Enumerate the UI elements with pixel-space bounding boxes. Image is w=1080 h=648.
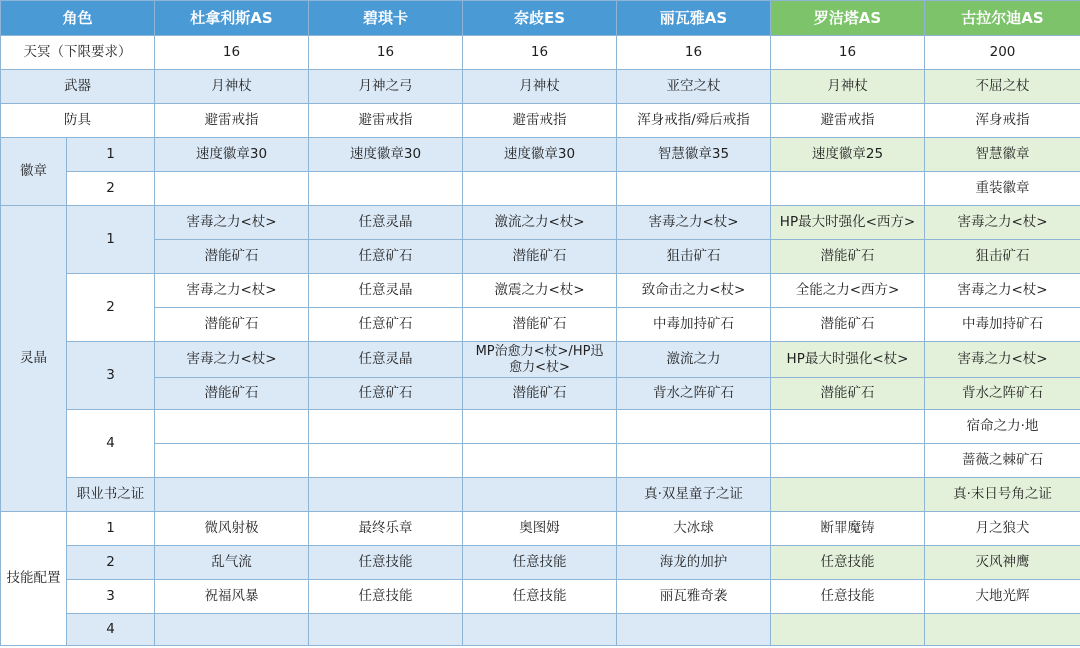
- cell: 害毒之力<杖>: [155, 206, 309, 240]
- cell: [925, 614, 1080, 646]
- cell: 背水之阵矿石: [925, 378, 1080, 410]
- cell: 潜能矿石: [771, 308, 925, 342]
- cell: 激流之力: [617, 342, 771, 378]
- cell: 大冰球: [617, 512, 771, 546]
- cell: 任意技能: [463, 580, 617, 614]
- cell: 背水之阵矿石: [617, 378, 771, 410]
- cell: 月之狼犬: [925, 512, 1080, 546]
- slot-number: 1: [67, 138, 155, 172]
- cell: 害毒之力<杖>: [925, 206, 1080, 240]
- cell: 中毒加持矿石: [617, 308, 771, 342]
- slot-number: 1: [67, 512, 155, 546]
- row-label: 职业书之证: [67, 478, 155, 512]
- cell: [771, 410, 925, 444]
- cell: [771, 444, 925, 478]
- cell: 任意技能: [771, 580, 925, 614]
- cell: [155, 478, 309, 512]
- cell: 任意矿石: [309, 378, 463, 410]
- cell: 智慧徽章35: [617, 138, 771, 172]
- crystal-row: [1, 240, 1080, 274]
- cell: 月神杖: [155, 70, 309, 104]
- row-label: 防具: [1, 104, 155, 138]
- cell: 重装徽章: [925, 172, 1080, 206]
- cell: 宿命之力·地: [925, 410, 1080, 444]
- cell: 避雷戒指: [463, 104, 617, 138]
- cell: 奥图姆: [463, 512, 617, 546]
- cell: 真·双星童子之证: [617, 478, 771, 512]
- cell: 最终乐章: [309, 512, 463, 546]
- badge-row: [1, 172, 1080, 206]
- cell: 潜能矿石: [463, 308, 617, 342]
- cell: 害毒之力<杖>: [155, 274, 309, 308]
- cell: 潜能矿石: [771, 240, 925, 274]
- header-char: 杜拿利斯AS: [155, 1, 309, 36]
- cell: 害毒之力<杖>: [617, 206, 771, 240]
- cell: [155, 410, 309, 444]
- header-char: 碧琪卡: [309, 1, 463, 36]
- cell: [463, 444, 617, 478]
- skill-row: [1, 512, 1080, 546]
- section-label-crystal: 灵晶: [1, 206, 67, 512]
- cell: [617, 614, 771, 646]
- header-char: 古拉尔迪AS: [925, 1, 1080, 36]
- slot-number: 1: [67, 206, 155, 274]
- slot-number: 2: [67, 172, 155, 206]
- cell: [771, 478, 925, 512]
- cell: 任意技能: [309, 546, 463, 580]
- cell: [155, 172, 309, 206]
- cell: 蔷薇之棘矿石: [925, 444, 1080, 478]
- cell: HP最大时强化<西方>: [771, 206, 925, 240]
- cell: MP治愈力<杖>/HP迅愈力<杖>: [463, 342, 617, 378]
- job-proof-row: [1, 478, 1080, 512]
- crystal-row: [1, 342, 1080, 378]
- cell: 避雷戒指: [155, 104, 309, 138]
- cell: 海龙的加护: [617, 546, 771, 580]
- tianming-row: [1, 36, 1080, 70]
- cell: [309, 614, 463, 646]
- cell: 害毒之力<杖>: [925, 274, 1080, 308]
- cell: 避雷戒指: [771, 104, 925, 138]
- cell: 害毒之力<杖>: [155, 342, 309, 378]
- crystal-row: [1, 378, 1080, 410]
- badge-row: [1, 138, 1080, 172]
- cell: 潜能矿石: [155, 308, 309, 342]
- section-label-skill: 技能配置: [1, 512, 67, 646]
- cell: 任意矿石: [309, 308, 463, 342]
- cell: 潜能矿石: [771, 378, 925, 410]
- cell: 真·末日号角之证: [925, 478, 1080, 512]
- cell: 中毒加持矿石: [925, 308, 1080, 342]
- cell: HP最大时强化<杖>: [771, 342, 925, 378]
- cell: 潜能矿石: [155, 240, 309, 274]
- header-char: 丽瓦雅AS: [617, 1, 771, 36]
- cell: 任意灵晶: [309, 274, 463, 308]
- slot-number: 4: [67, 410, 155, 478]
- cell: 任意技能: [309, 580, 463, 614]
- cell: [309, 478, 463, 512]
- header-role: 角色: [1, 1, 155, 36]
- cell: 避雷戒指: [309, 104, 463, 138]
- cell: [463, 172, 617, 206]
- cell: 潜能矿石: [463, 240, 617, 274]
- cell: 灭风神鹰: [925, 546, 1080, 580]
- cell: 16: [617, 36, 771, 70]
- cell: 祝福风暴: [155, 580, 309, 614]
- skill-row: [1, 580, 1080, 614]
- cell: [617, 410, 771, 444]
- slot-number: 2: [67, 274, 155, 342]
- cell: 激震之力<杖>: [463, 274, 617, 308]
- cell: 200: [925, 36, 1080, 70]
- cell: 丽瓦雅奇袭: [617, 580, 771, 614]
- header-row: [1, 1, 1080, 36]
- crystal-row: [1, 410, 1080, 444]
- cell: 乱气流: [155, 546, 309, 580]
- section-label-badge: 徽章: [1, 138, 67, 206]
- cell: 大地光辉: [925, 580, 1080, 614]
- header-char: 奈歧ES: [463, 1, 617, 36]
- cell: [771, 614, 925, 646]
- cell: 任意灵晶: [309, 342, 463, 378]
- cell: 亚空之杖: [617, 70, 771, 104]
- cell: 月神杖: [463, 70, 617, 104]
- cell: 16: [309, 36, 463, 70]
- cell: 任意矿石: [309, 240, 463, 274]
- header-char: 罗洁塔AS: [771, 1, 925, 36]
- cell: 16: [155, 36, 309, 70]
- cell: 月神杖: [771, 70, 925, 104]
- cell: 潜能矿石: [155, 378, 309, 410]
- row-label: 天冥（下限要求）: [1, 36, 155, 70]
- cell: [463, 410, 617, 444]
- cell: 速度徽章30: [463, 138, 617, 172]
- cell: 狙击矿石: [925, 240, 1080, 274]
- slot-number: 3: [67, 580, 155, 614]
- cell: 微风射极: [155, 512, 309, 546]
- cell: 害毒之力<杖>: [925, 342, 1080, 378]
- cell: 任意灵晶: [309, 206, 463, 240]
- cell: 任意技能: [463, 546, 617, 580]
- armor-row: [1, 104, 1080, 138]
- skill-row: [1, 614, 1080, 646]
- cell: 速度徽章30: [309, 138, 463, 172]
- cell: 月神之弓: [309, 70, 463, 104]
- weapon-row: [1, 70, 1080, 104]
- cell: 致命击之力<杖>: [617, 274, 771, 308]
- cell: 16: [771, 36, 925, 70]
- cell: [771, 172, 925, 206]
- cell: [617, 172, 771, 206]
- cell: 断罪魔铸: [771, 512, 925, 546]
- cell: 浑身戒指: [925, 104, 1080, 138]
- skill-row: [1, 546, 1080, 580]
- crystal-row: [1, 444, 1080, 478]
- cell: [155, 444, 309, 478]
- cell: 全能之力<西方>: [771, 274, 925, 308]
- cell: [463, 478, 617, 512]
- cell: 激流之力<杖>: [463, 206, 617, 240]
- cell: 速度徽章30: [155, 138, 309, 172]
- row-label: 武器: [1, 70, 155, 104]
- cell: 16: [463, 36, 617, 70]
- cell: [155, 614, 309, 646]
- slot-number: 4: [67, 614, 155, 646]
- crystal-row: [1, 308, 1080, 342]
- slot-number: 2: [67, 546, 155, 580]
- slot-number: 3: [67, 342, 155, 410]
- cell: 潜能矿石: [463, 378, 617, 410]
- cell: 狙击矿石: [617, 240, 771, 274]
- cell: 智慧徽章: [925, 138, 1080, 172]
- cell: 任意技能: [771, 546, 925, 580]
- cell: [309, 172, 463, 206]
- cell: 浑身戒指/舜后戒指: [617, 104, 771, 138]
- cell: [309, 444, 463, 478]
- cell: 不屈之杖: [925, 70, 1080, 104]
- crystal-row: [1, 274, 1080, 308]
- cell: [617, 444, 771, 478]
- cell: [463, 614, 617, 646]
- cell: 速度徽章25: [771, 138, 925, 172]
- crystal-row: [1, 206, 1080, 240]
- cell: [309, 410, 463, 444]
